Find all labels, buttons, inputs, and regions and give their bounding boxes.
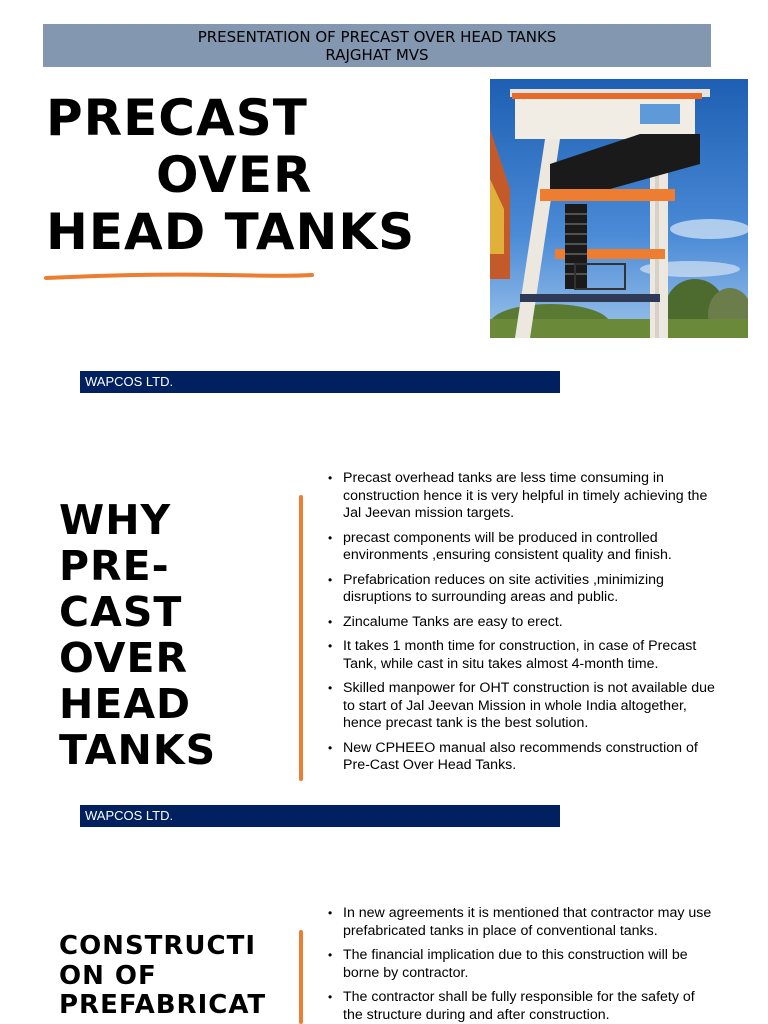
- list-item: [326, 614, 718, 632]
- bullet-text: New CPHEEO manual also recommends construction of Pre-Cast Over Head Tanks.: [343, 739, 698, 773]
- why-precast-heading: [59, 497, 216, 773]
- section-divider-line: [299, 930, 303, 1024]
- bullet-icon: •: [328, 681, 333, 695]
- main-title-line-3: HEAD TANKS: [46, 203, 416, 261]
- list-item: [326, 680, 718, 733]
- heading-line: CAST: [59, 588, 183, 636]
- list-item: [326, 470, 718, 523]
- construction-heading: [59, 932, 266, 1021]
- bullet-text: The financial implication due to this construction will be borne by contractor.: [343, 947, 688, 981]
- heading-line: PREFABRICAT: [59, 990, 267, 1020]
- construction-bullet-list: [326, 905, 718, 1024]
- bullet-icon: •: [328, 614, 333, 629]
- heading-line: TANKS: [59, 726, 217, 774]
- bullet-icon: •: [328, 990, 333, 1004]
- bullet-text: Skilled manpower for OHT construction is not available due to start of Jal Jeevan Mission in whole India altogether, hence precast tank is the best solution.: [343, 680, 715, 731]
- bullet-icon: •: [328, 471, 333, 485]
- list-item: [326, 905, 718, 940]
- section-divider-line: [299, 495, 303, 781]
- bullet-icon: •: [328, 639, 333, 653]
- list-item: [326, 638, 718, 673]
- bullet-text: The contractor shall be fully responsible for the safety of the structure during and after construction.: [343, 989, 695, 1023]
- heading-line: ON OF: [59, 960, 157, 991]
- bullet-text: Zincalume Tanks are easy to erect.: [343, 613, 563, 630]
- bullet-icon: •: [328, 572, 333, 587]
- header-title-line: PRESENTATION OF PRECAST OVER HEAD TANKS: [197, 28, 557, 46]
- bullet-icon: •: [328, 906, 333, 920]
- heading-line: HEAD: [59, 680, 192, 728]
- bullet-text: Precast overhead tanks are less time consuming in construction hence it is very helpful in timely achieving the Jal Jeevan mission targets.: [343, 470, 708, 521]
- why-precast-bullet-list: [326, 470, 718, 782]
- bullet-icon: •: [328, 948, 333, 962]
- bullet-text: precast components will be produced in controlled environments ,ensuring consistent quality and finish.: [343, 529, 672, 563]
- heading-line: WHY: [59, 496, 172, 544]
- bullet-text: In new agreements it is mentioned that contractor may use prefabricated tanks in place of conventional tanks.: [343, 905, 712, 939]
- bullet-icon: •: [328, 740, 333, 755]
- list-item: [326, 530, 718, 565]
- list-item: [326, 989, 718, 1024]
- bullet-text: Prefabrication reduces on site activities ,minimizing disruptions to surrounding areas and public.: [343, 571, 664, 605]
- main-title-line-1: PRECAST: [46, 89, 308, 147]
- company-label-bar: WAPCOS LTD.: [80, 371, 560, 393]
- overhead-tank-photo: [490, 79, 748, 338]
- title-underline-stroke: [44, 270, 314, 284]
- main-title-line-2: OVER: [156, 146, 313, 204]
- list-item: [326, 572, 718, 607]
- heading-line: PRE-: [59, 542, 170, 590]
- list-item: [326, 947, 718, 982]
- presentation-header-banner: [43, 24, 711, 67]
- bullet-icon: •: [328, 530, 333, 545]
- header-location-line: RAJGHAT MVS: [325, 46, 429, 64]
- company-label-bar: WAPCOS LTD.: [80, 805, 560, 827]
- list-item: [326, 740, 718, 775]
- heading-line: OVER: [59, 634, 189, 682]
- heading-line: CONSTRUCTI: [59, 931, 257, 961]
- main-title: [46, 90, 466, 261]
- bullet-text: It takes 1 month time for construction, in case of Precast Tank, while cast in situ takes almost 4-month time.: [343, 638, 697, 672]
